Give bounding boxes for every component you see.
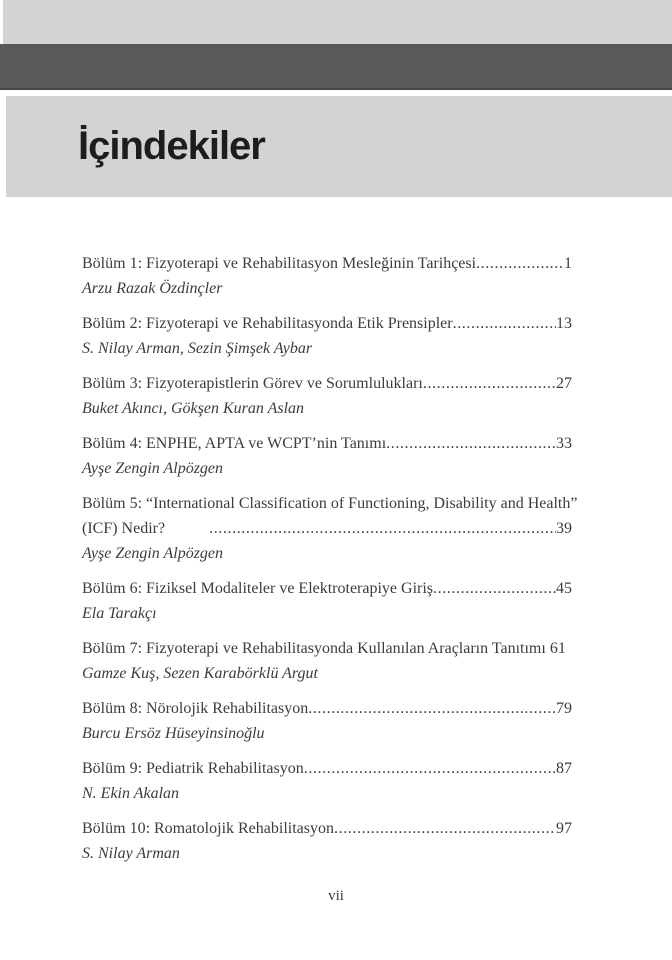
chapter-authors: Ayşe Zengin Alpözgen: [82, 460, 224, 477]
folio-page-number: vii: [328, 888, 344, 904]
toc-entry-line: [82, 756, 572, 781]
chapter-page-number: 79: [556, 700, 572, 717]
toc-entry-line: [82, 696, 572, 721]
chapter-title: Bölüm 4: ENPHE, APTA ve WCPT’nin Tanımı: [82, 435, 387, 452]
toc-entry-line: [82, 371, 572, 396]
dot-leader: [334, 816, 556, 841]
chapter-authors: S. Nilay Arman: [82, 845, 180, 862]
chapter-title: Bölüm 6: Fiziksel Modaliteler ve Elektroterapiye Giriş: [82, 580, 434, 597]
chapter-title: Bölüm 9: Pediatrik Rehabilitasyon: [82, 760, 304, 777]
page-title: İçindekiler: [78, 124, 265, 168]
toc-entry-line: [82, 816, 572, 841]
chapter-authors: Gamze Kuş, Sezen Karabörklü Argut: [82, 665, 318, 682]
toc-entry: [82, 311, 572, 361]
dark-divider-band: [0, 44, 672, 90]
chapter-authors: Buket Akıncı, Gökşen Kuran Aslan: [82, 400, 305, 417]
toc-entry: [82, 491, 578, 566]
toc-entry: [82, 371, 572, 421]
toc-entry: [82, 576, 572, 626]
toc-entry: [82, 431, 572, 481]
dot-leader: [386, 431, 556, 456]
chapter-title: Bölüm 1: Fizyoterapi ve Rehabilitasyon Mesleğinin Tarihçesi: [82, 255, 477, 272]
chapter-authors: Ayşe Zengin Alpözgen: [82, 545, 224, 562]
dot-leader: [453, 311, 556, 336]
toc-entry-line: [82, 491, 578, 516]
dot-leader: [209, 516, 556, 541]
chapter-page-number: 27: [556, 375, 572, 392]
dot-leader: [476, 251, 564, 276]
header-block: [6, 96, 672, 197]
chapter-title: Bölüm 2: Fizyoterapi ve Rehabilitasyonda Etik Prensipler: [82, 315, 453, 332]
dot-leader: [308, 696, 556, 721]
chapter-title: Bölüm 10: Romatolojik Rehabilitasyon: [82, 820, 334, 837]
toc-entry: [82, 756, 572, 806]
toc-entry-line: [82, 311, 572, 336]
chapter-page-number: 87: [556, 760, 572, 777]
chapter-title: Bölüm 5: “International Classification of Functioning, Disability and Health”: [82, 495, 578, 512]
dot-leader: [304, 756, 556, 781]
chapter-authors: S. Nilay Arman, Sezin Şimşek Aybar: [82, 340, 313, 357]
table-of-contents: [82, 251, 578, 876]
chapter-page-number: 39: [556, 520, 572, 537]
chapter-page-number: 13: [556, 315, 572, 332]
chapter-authors: N. Ekin Akalan: [82, 785, 180, 802]
chapter-authors: Ela Tarakçı: [82, 605, 157, 622]
toc-entry-line: [82, 576, 572, 601]
chapter-title: Bölüm 7: Fizyoterapi ve Rehabilitasyonda Kullanılan Araçların Tanıtımı: [82, 640, 546, 657]
chapter-title: Bölüm 3: Fizyoterapistlerin Görev ve Sorumlulukları: [82, 375, 423, 392]
dot-leader: [433, 576, 556, 601]
chapter-page-number: 33: [556, 435, 572, 452]
chapter-title: Bölüm 8: Nörolojik Rehabilitasyon: [82, 700, 309, 717]
toc-entry-line: [82, 251, 572, 276]
chapter-title-line-2: (ICF) Nedir?: [82, 520, 166, 537]
toc-entry-line: [82, 431, 572, 456]
dot-leader: [423, 371, 556, 396]
chapter-authors: Arzu Razak Özdinçler: [82, 280, 223, 297]
toc-entry: [82, 251, 572, 301]
chapter-authors: Burcu Ersöz Hüseyinsinoğlu: [82, 725, 265, 742]
toc-entry-line: [82, 636, 572, 661]
toc-entry: [82, 816, 572, 866]
chapter-page-number: 45: [556, 580, 572, 597]
toc-entry-line-2: [82, 516, 572, 541]
chapter-page-number: 97: [556, 820, 572, 837]
toc-entry: [82, 636, 572, 686]
toc-entry: [82, 696, 572, 746]
chapter-page-number: 1: [564, 255, 572, 272]
page-footer: [0, 886, 672, 906]
top-light-band: [3, 0, 672, 44]
chapter-page-number: 61: [549, 640, 566, 657]
